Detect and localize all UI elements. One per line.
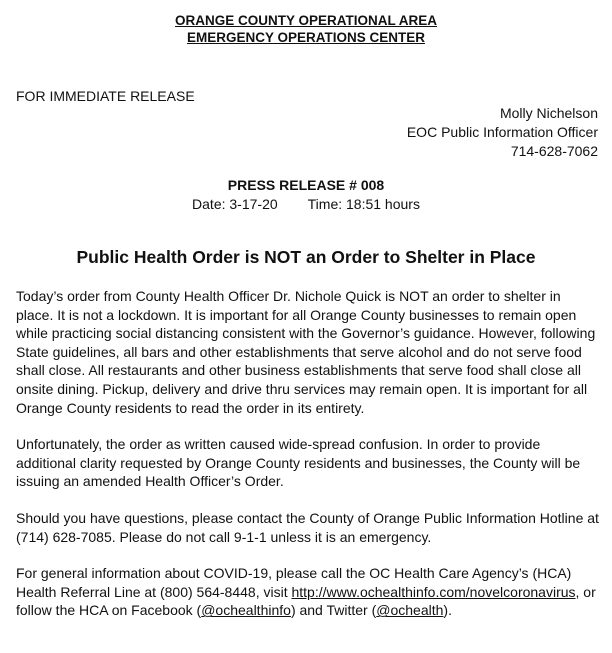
agency-header-line2: EMERGENCY OPERATIONS CENTER: [186, 30, 426, 45]
agency-header: [0, 12, 612, 46]
paragraph-1: Today’s order from County Health Officer Dr. Nichole Quick is NOT an order to shelter in place. It is not a lockdown. It is important for all Orange County businesses to remain open while practicing social distancing consistent with the Governor’s guidance. However, following State guidelines, all bars and other establishments that serve alcohol and do not serve food shall close. All restaurants and other business establishments that serve food shall close all onsite dining. Pickup, delivery and drive thru services may remain open. It is important for all Orange County residents to read the order in its entirety.: [16, 288, 596, 416]
agency-header-line1: ORANGE COUNTY OPERATIONAL AREA: [174, 13, 438, 28]
press-date: Date: 3-17-20: [192, 196, 278, 212]
paragraph-4-part3: ) and Twitter (: [290, 602, 377, 619]
press-release-number: PRESS RELEASE # 008: [227, 177, 385, 193]
twitter-link[interactable]: @ochealth: [376, 602, 444, 619]
body-text: [16, 287, 600, 638]
press-info: [0, 176, 612, 214]
press-time: Time: 18:51 hours: [307, 196, 420, 212]
paragraph-4-part2: , or follow the HCA on Facebook (: [16, 583, 596, 619]
covid-info-link[interactable]: http://www.ochealthinfo.com/novelcoronavirus: [291, 583, 576, 600]
headline: Public Health Order is NOT an Order to Shelter in Place: [76, 247, 536, 267]
contact-phone: 714-628-7062: [510, 143, 598, 159]
press-date-time: [0, 195, 612, 214]
paragraph-4-part1: For general information about COVID-19, please call the OC Health Care Agency’s (HCA) Health Referral Line at (800) 564-8448, visit: [16, 565, 572, 600]
paragraph-4: [16, 564, 600, 620]
facebook-link[interactable]: @ochealthinfo: [201, 602, 291, 619]
paragraph-4-part4: ).: [443, 602, 452, 619]
contact-name: Molly Nichelson: [499, 105, 598, 121]
paragraph-2: Unfortunately, the order as written caused wide-spread confusion. In order to provide additional clarity requested by Orange County residents and businesses, the County will be issuing an amended Health Officer’s Order.: [16, 436, 581, 490]
release-tag: FOR IMMEDIATE RELEASE: [16, 88, 195, 104]
contact-block: [407, 104, 598, 161]
contact-title: EOC Public Information Officer: [406, 124, 598, 140]
paragraph-3: Should you have questions, please contact the County of Orange Public Information Hotline at (714) 628-7085. Please do not call 9-1-1 unless it is an emergency.: [16, 509, 599, 545]
